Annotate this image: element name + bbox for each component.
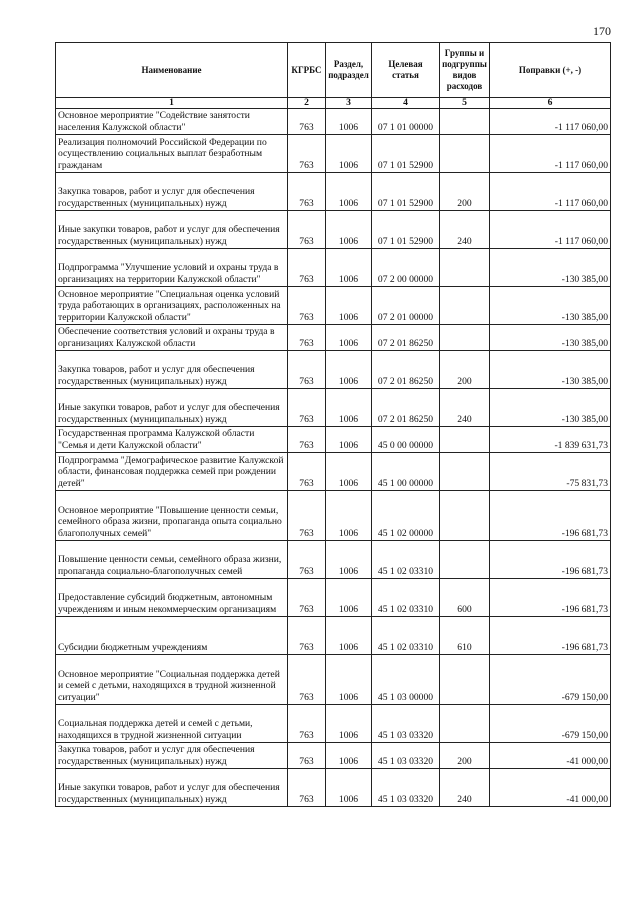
column-number: 4 xyxy=(372,98,440,109)
row-target: 45 1 00 00000 xyxy=(372,453,440,491)
table-row xyxy=(56,351,611,389)
row-target: 45 1 02 00000 xyxy=(372,491,440,541)
row-section: 1006 xyxy=(326,655,372,705)
table-row xyxy=(56,655,611,705)
row-section: 1006 xyxy=(326,249,372,287)
row-target: 07 2 00 00000 xyxy=(372,249,440,287)
row-target: 45 1 02 03310 xyxy=(372,617,440,655)
row-name: Социальная поддержка детей и семей с детьми, находящихся в трудной жизненной ситуации xyxy=(56,705,288,743)
row-kgrbs: 763 xyxy=(288,617,326,655)
row-name: Закупка товаров, работ и услуг для обеспечения государственных (муниципальных) нужд xyxy=(56,173,288,211)
row-amount: -196 681,73 xyxy=(490,541,611,579)
row-target: 45 0 00 00000 xyxy=(372,427,440,453)
row-amount: -130 385,00 xyxy=(490,389,611,427)
row-amount: -41 000,00 xyxy=(490,769,611,807)
row-section: 1006 xyxy=(326,705,372,743)
row-name: Реализация полномочий Российской Федерации по осуществлению социальных выплат безработным гражданам xyxy=(56,135,288,173)
row-kgrbs: 763 xyxy=(288,453,326,491)
row-amount: -1 117 060,00 xyxy=(490,211,611,249)
row-target: 45 1 03 03320 xyxy=(372,743,440,769)
row-amount: -41 000,00 xyxy=(490,743,611,769)
row-group xyxy=(440,135,490,173)
row-amount: -196 681,73 xyxy=(490,491,611,541)
row-target: 07 1 01 52900 xyxy=(372,135,440,173)
row-section: 1006 xyxy=(326,389,372,427)
row-kgrbs: 763 xyxy=(288,249,326,287)
row-kgrbs: 763 xyxy=(288,211,326,249)
column-number: 3 xyxy=(326,98,372,109)
row-name: Подпрограмма "Улучшение условий и охраны труда в организациях на территории Калужской области" xyxy=(56,249,288,287)
column-number: 2 xyxy=(288,98,326,109)
row-kgrbs: 763 xyxy=(288,769,326,807)
row-group xyxy=(440,541,490,579)
row-section: 1006 xyxy=(326,541,372,579)
row-name: Основное мероприятие "Социальная поддержка детей и семей с детьми, находящихся в трудной жизненной ситуации" xyxy=(56,655,288,705)
row-kgrbs: 763 xyxy=(288,325,326,351)
row-amount: -1 839 631,73 xyxy=(490,427,611,453)
row-group xyxy=(440,491,490,541)
row-amount: -75 831,73 xyxy=(490,453,611,491)
row-group: 200 xyxy=(440,743,490,769)
row-kgrbs: 763 xyxy=(288,579,326,617)
table-row xyxy=(56,109,611,135)
row-section: 1006 xyxy=(326,579,372,617)
row-name: Основное мероприятие "Специальная оценка условий труда работающих в организациях, расположенных на территории Калужской области" xyxy=(56,287,288,325)
row-section: 1006 xyxy=(326,491,372,541)
table-row xyxy=(56,453,611,491)
row-amount: -1 117 060,00 xyxy=(490,109,611,135)
table-row xyxy=(56,743,611,769)
row-group: 200 xyxy=(440,173,490,211)
row-kgrbs: 763 xyxy=(288,491,326,541)
table-header-row xyxy=(56,43,611,98)
row-name: Основное мероприятие "Повышение ценности семьи, семейного образа жизни, пропаганда опыта социально благополучных семей" xyxy=(56,491,288,541)
row-group xyxy=(440,249,490,287)
table-row xyxy=(56,173,611,211)
row-amount: -130 385,00 xyxy=(490,325,611,351)
row-section: 1006 xyxy=(326,351,372,389)
row-target: 07 1 01 52900 xyxy=(372,173,440,211)
table-row xyxy=(56,491,611,541)
row-section: 1006 xyxy=(326,135,372,173)
table-row xyxy=(56,389,611,427)
header-target: Целевая статья xyxy=(372,43,440,98)
page-number: 170 xyxy=(593,24,611,38)
table-row xyxy=(56,705,611,743)
row-kgrbs: 763 xyxy=(288,389,326,427)
row-group xyxy=(440,109,490,135)
row-name: Обеспечение соответствия условий и охраны труда в организациях Калужской области xyxy=(56,325,288,351)
row-target: 07 2 01 00000 xyxy=(372,287,440,325)
row-amount: -679 150,00 xyxy=(490,655,611,705)
row-name: Субсидии бюджетным учреждениям xyxy=(56,617,288,655)
row-section: 1006 xyxy=(326,325,372,351)
column-number: 1 xyxy=(56,98,288,109)
header-amendments: Поправки (+, -) xyxy=(490,43,611,98)
row-target: 45 1 02 03310 xyxy=(372,579,440,617)
row-kgrbs: 763 xyxy=(288,541,326,579)
table-row xyxy=(56,135,611,173)
row-target: 45 1 03 03320 xyxy=(372,769,440,807)
row-group: 240 xyxy=(440,769,490,807)
header-section: Раздел, подраздел xyxy=(326,43,372,98)
row-section: 1006 xyxy=(326,173,372,211)
row-name: Закупка товаров, работ и услуг для обеспечения государственных (муниципальных) нужд xyxy=(56,743,288,769)
row-amount: -679 150,00 xyxy=(490,705,611,743)
row-section: 1006 xyxy=(326,109,372,135)
row-kgrbs: 763 xyxy=(288,135,326,173)
row-section: 1006 xyxy=(326,617,372,655)
table-row xyxy=(56,249,611,287)
row-section: 1006 xyxy=(326,453,372,491)
row-name: Повышение ценности семьи, семейного образа жизни, пропаганда социально-благополучных семей xyxy=(56,541,288,579)
row-group: 600 xyxy=(440,579,490,617)
row-group: 240 xyxy=(440,389,490,427)
row-kgrbs: 763 xyxy=(288,705,326,743)
row-kgrbs: 763 xyxy=(288,655,326,705)
row-name: Иные закупки товаров, работ и услуг для обеспечения государственных (муниципальных) нужд xyxy=(56,389,288,427)
table-row xyxy=(56,769,611,807)
row-kgrbs: 763 xyxy=(288,427,326,453)
row-section: 1006 xyxy=(326,769,372,807)
row-target: 45 1 02 03310 xyxy=(372,541,440,579)
row-name: Предоставление субсидий бюджетным, автономным учреждениям и иным некоммерческим организациям xyxy=(56,579,288,617)
row-target: 07 2 01 86250 xyxy=(372,351,440,389)
row-group xyxy=(440,427,490,453)
table-row xyxy=(56,211,611,249)
row-section: 1006 xyxy=(326,427,372,453)
row-group xyxy=(440,287,490,325)
table-row xyxy=(56,617,611,655)
row-target: 45 1 03 03320 xyxy=(372,705,440,743)
table-row xyxy=(56,325,611,351)
header-name: Наименование xyxy=(56,43,288,98)
row-target: 07 2 01 86250 xyxy=(372,325,440,351)
row-target: 45 1 03 00000 xyxy=(372,655,440,705)
row-amount: -130 385,00 xyxy=(490,249,611,287)
row-section: 1006 xyxy=(326,743,372,769)
row-section: 1006 xyxy=(326,211,372,249)
row-group: 200 xyxy=(440,351,490,389)
row-name: Государственная программа Калужской области "Семья и дети Калужской области" xyxy=(56,427,288,453)
row-kgrbs: 763 xyxy=(288,109,326,135)
column-number-row xyxy=(56,98,611,109)
row-kgrbs: 763 xyxy=(288,287,326,325)
column-number: 6 xyxy=(490,98,611,109)
row-kgrbs: 763 xyxy=(288,351,326,389)
table-row xyxy=(56,287,611,325)
row-amount: -1 117 060,00 xyxy=(490,173,611,211)
row-amount: -1 117 060,00 xyxy=(490,135,611,173)
row-name: Основное мероприятие "Содействие занятости населения Калужской области" xyxy=(56,109,288,135)
budget-amendments-table xyxy=(55,42,611,807)
row-group xyxy=(440,325,490,351)
row-amount: -196 681,73 xyxy=(490,579,611,617)
row-name: Подпрограмма "Демографическое развитие Калужской области, финансовая поддержка семей при рождении детей" xyxy=(56,453,288,491)
row-group xyxy=(440,705,490,743)
row-group xyxy=(440,655,490,705)
table-row xyxy=(56,541,611,579)
row-amount: -130 385,00 xyxy=(490,287,611,325)
row-name: Закупка товаров, работ и услуг для обеспечения государственных (муниципальных) нужд xyxy=(56,351,288,389)
table-row xyxy=(56,427,611,453)
row-target: 07 2 01 86250 xyxy=(372,389,440,427)
row-amount: -130 385,00 xyxy=(490,351,611,389)
row-amount: -196 681,73 xyxy=(490,617,611,655)
row-section: 1006 xyxy=(326,287,372,325)
row-group: 610 xyxy=(440,617,490,655)
table-row xyxy=(56,579,611,617)
column-number: 5 xyxy=(440,98,490,109)
row-name: Иные закупки товаров, работ и услуг для обеспечения государственных (муниципальных) нужд xyxy=(56,769,288,807)
row-kgrbs: 763 xyxy=(288,743,326,769)
row-group: 240 xyxy=(440,211,490,249)
header-groups: Группы и подгруппы видов расходов xyxy=(440,43,490,98)
row-name: Иные закупки товаров, работ и услуг для обеспечения государственных (муниципальных) нужд xyxy=(56,211,288,249)
row-kgrbs: 763 xyxy=(288,173,326,211)
row-group xyxy=(440,453,490,491)
header-kgrbs: КГРБС xyxy=(288,43,326,98)
row-target: 07 1 01 00000 xyxy=(372,109,440,135)
row-target: 07 1 01 52900 xyxy=(372,211,440,249)
